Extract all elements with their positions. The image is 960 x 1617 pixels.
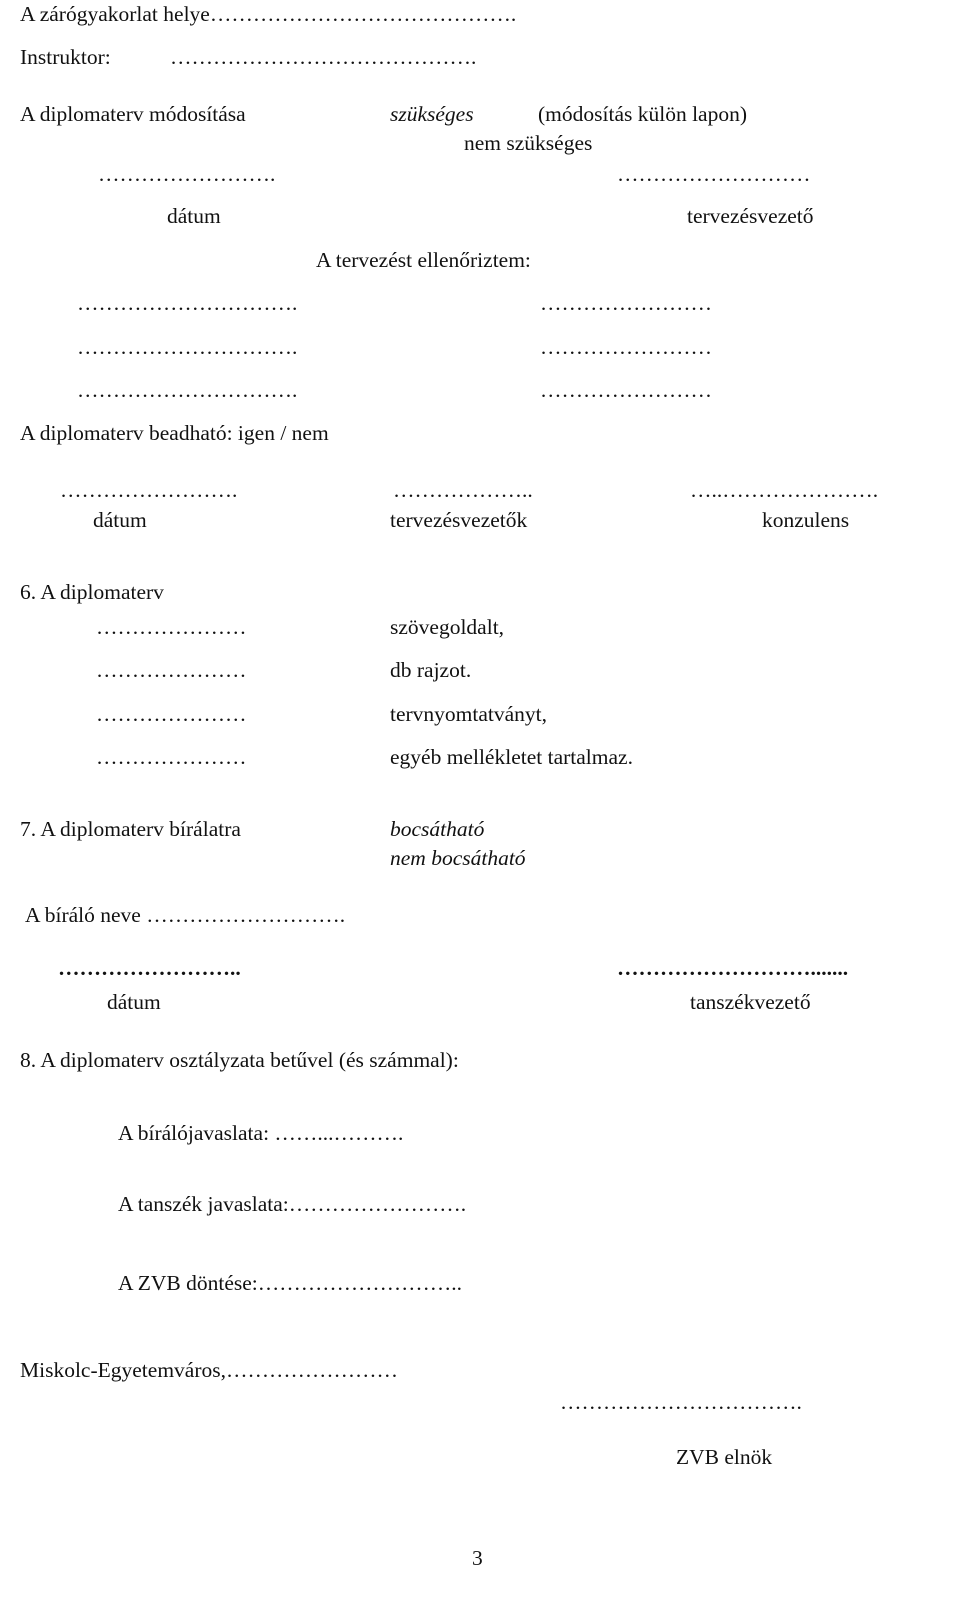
department-proposal-line: A tanszék javaslata:……………………. [118,1192,467,1216]
submit-label: A diplomaterv beadható: igen / nem [20,421,329,445]
instruktor-dots: ……………………………………. [170,45,477,69]
section6-text-2: db rajzot. [390,658,472,682]
section6-text-3: tervnyomtatványt, [390,702,548,726]
section6-dots-2: ………………… [96,658,247,682]
section7-option-yes: bocsátható [390,817,485,841]
section8-title: 8. A diplomaterv osztályzata betűvel (és számmal): [20,1048,459,1072]
section7-head-label: tanszékvezető [690,990,811,1014]
committee-decision-line: A ZVB döntése:……………………….. [118,1271,462,1295]
section7-dots-right: ………………………....... [617,956,849,980]
place-line: Miskolc-Egyetemváros,…………………… [20,1358,398,1382]
sign-dots-right: ……………………… [617,162,811,186]
option-needed: szükséges [390,102,474,126]
section6-text-1: szövegoldalt, [390,615,505,639]
option-not-needed: nem szükséges [464,131,593,155]
chair-label: ZVB elnök [676,1445,773,1469]
sign-dots-left: ……………………. [98,162,276,186]
date-label: dátum [167,204,221,228]
section6-dots-1: ………………… [96,615,247,639]
reviewer-proposal-line: A bírálójavaslata: ……...………. [118,1121,404,1145]
checked-dots-left-2: …………………………. [77,335,298,359]
checked-dots-right-3: …………………… [540,378,712,402]
section7-title: 7. A diplomaterv bírálatra [20,817,241,841]
checked-dots-right-1: …………………… [540,291,712,315]
section7-option-no: nem bocsátható [390,846,526,870]
submit-supervisors-label: tervezésvezetők [390,508,528,532]
page-number: 3 [472,1546,483,1570]
checked-label: A tervezést ellenőriztem: [316,248,531,272]
checked-dots-right-2: …………………… [540,335,712,359]
modification-label: A diplomaterv módosítása [20,102,246,126]
section6-title: 6. A diplomaterv [20,580,164,604]
submit-dots-date: ……………………. [60,478,238,502]
chair-dots: ……………………………. [560,1390,802,1414]
submit-dots-supervisors: ……………….. [393,478,539,502]
section7-date-label: dátum [107,990,161,1014]
submit-date-label: dátum [93,508,147,532]
submit-consultant-label: konzulens [762,508,850,532]
submit-dots-consultant: …..…………………. [690,478,879,502]
option-note: (módosítás külön lapon) [538,102,748,126]
checked-dots-left-3: …………………………. [77,378,298,402]
instruktor-label: Instruktor: [20,45,111,69]
checked-dots-left-1: …………………………. [77,291,298,315]
section6-dots-3: ………………… [96,702,247,726]
section6-text-4: egyéb mellékletet tartalmaz. [390,745,633,769]
section7-dots-left: …………………….. [58,956,241,980]
reviewer-name-line: A bíráló neve ………………………. [25,903,346,927]
section6-dots-4: ………………… [96,745,247,769]
supervisor-label: tervezésvezető [687,204,814,228]
zarogyakorlat-helye-line: A zárógyakorlat helye……………………………………. [20,2,517,26]
